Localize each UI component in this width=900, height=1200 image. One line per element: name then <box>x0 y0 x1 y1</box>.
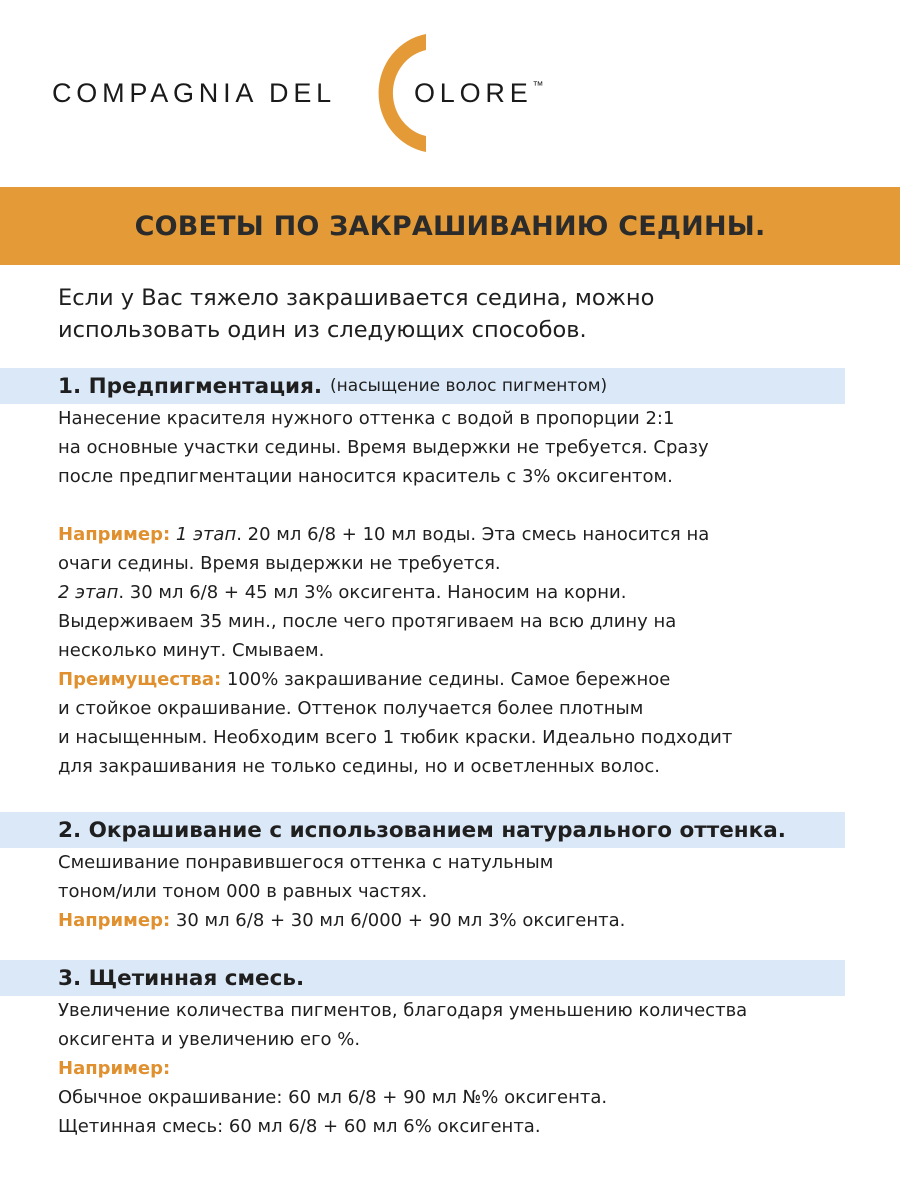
title-banner <box>0 187 900 265</box>
text-line: и насыщенным. Необходим всего 1 тюбик краски. Идеально подходит <box>58 727 733 748</box>
trademark: ™ <box>532 80 544 92</box>
section-3-description <box>58 996 858 1141</box>
text-line: Увеличение количества пигментов, благодаря уменьшению количества <box>58 1000 748 1021</box>
page-title: СОВЕТЫ ПО ЗАКРАШИВАНИЮ СЕДИНЫ. <box>134 210 766 242</box>
text-line <box>58 665 858 694</box>
text-line: после предпигментации наносится краситель с 3% оксигентом. <box>58 466 673 487</box>
text-line: Нанесение красителя нужного оттенка с водой в пропорции 2:1 <box>58 408 675 429</box>
text-fragment: . 20 мл 6/8 + 10 мл воды. Эта смесь наносится на <box>236 524 710 545</box>
text-fragment: 100% закрашивание седины. Самое бережное <box>221 669 671 690</box>
logo-text-right: OLORE™ <box>414 78 544 108</box>
intro-line: Если у Вас тяжело закрашивается седина, можно <box>58 285 655 311</box>
text-line: на основные участки седины. Время выдержки не требуется. Сразу <box>58 437 709 458</box>
text-line: Выдерживаем 35 мин., после чего протягиваем на всю длину на <box>58 611 677 632</box>
text-line: для закрашивания не только седины, но и осветленных волос. <box>58 756 661 777</box>
section-2-header <box>0 812 845 848</box>
section-2-title: 2. Окрашивание с использованием натурального оттенка. <box>58 817 786 843</box>
example-label: Например: <box>58 910 171 931</box>
section-3-title: 3. Щетинная смесь. <box>58 965 305 991</box>
advantages-label: Преимущества: <box>58 669 222 690</box>
section-1-header <box>0 368 845 404</box>
text-line: тоном/или тоном 000 в равных частях. <box>58 881 428 902</box>
brand-logo <box>0 0 900 175</box>
text-line: Смешивание понравившегося оттенка с натульным <box>58 852 554 873</box>
text-line <box>58 578 858 607</box>
stage-label: 2 этап <box>58 582 119 603</box>
text-line: Обычное окрашивание: 60 мл 6/8 + 90 мл №% оксигента. <box>58 1087 608 1108</box>
section-1-title: 1. Предпигментация. <box>58 373 323 399</box>
text-line: оксигента и увеличению его %. <box>58 1029 361 1050</box>
text-line: очаги седины. Время выдержки не требуется. <box>58 553 501 574</box>
section-1-subtitle: (насыщение волос пигментом) <box>330 376 608 396</box>
text-line <box>58 906 858 935</box>
text-line <box>58 520 858 549</box>
text-fragment: 30 мл 6/8 + 30 мл 6/000 + 90 мл 3% оксигента. <box>170 910 626 931</box>
intro-line: использовать один из следующих способов. <box>58 317 587 343</box>
section-1-description <box>58 404 858 491</box>
text-line: и стойкое окрашивание. Оттенок получается более плотным <box>58 698 644 719</box>
intro-text <box>58 282 878 346</box>
example-label: Например: <box>58 1058 171 1079</box>
section-1-example <box>58 520 858 781</box>
example-label: Например: <box>58 524 171 545</box>
logo-text-left: COMPAGNIA DEL <box>52 78 336 108</box>
section-3-header <box>0 960 845 996</box>
text-line: Щетинная смесь: 60 мл 6/8 + 60 мл 6% оксигента. <box>58 1116 541 1137</box>
stage-label: 1 этап <box>175 524 237 545</box>
section-2-description <box>58 848 858 935</box>
text-line: несколько минут. Смываем. <box>58 640 325 661</box>
text-fragment: . 30 мл 6/8 + 45 мл 3% оксигента. Наносим на корни. <box>118 582 627 603</box>
